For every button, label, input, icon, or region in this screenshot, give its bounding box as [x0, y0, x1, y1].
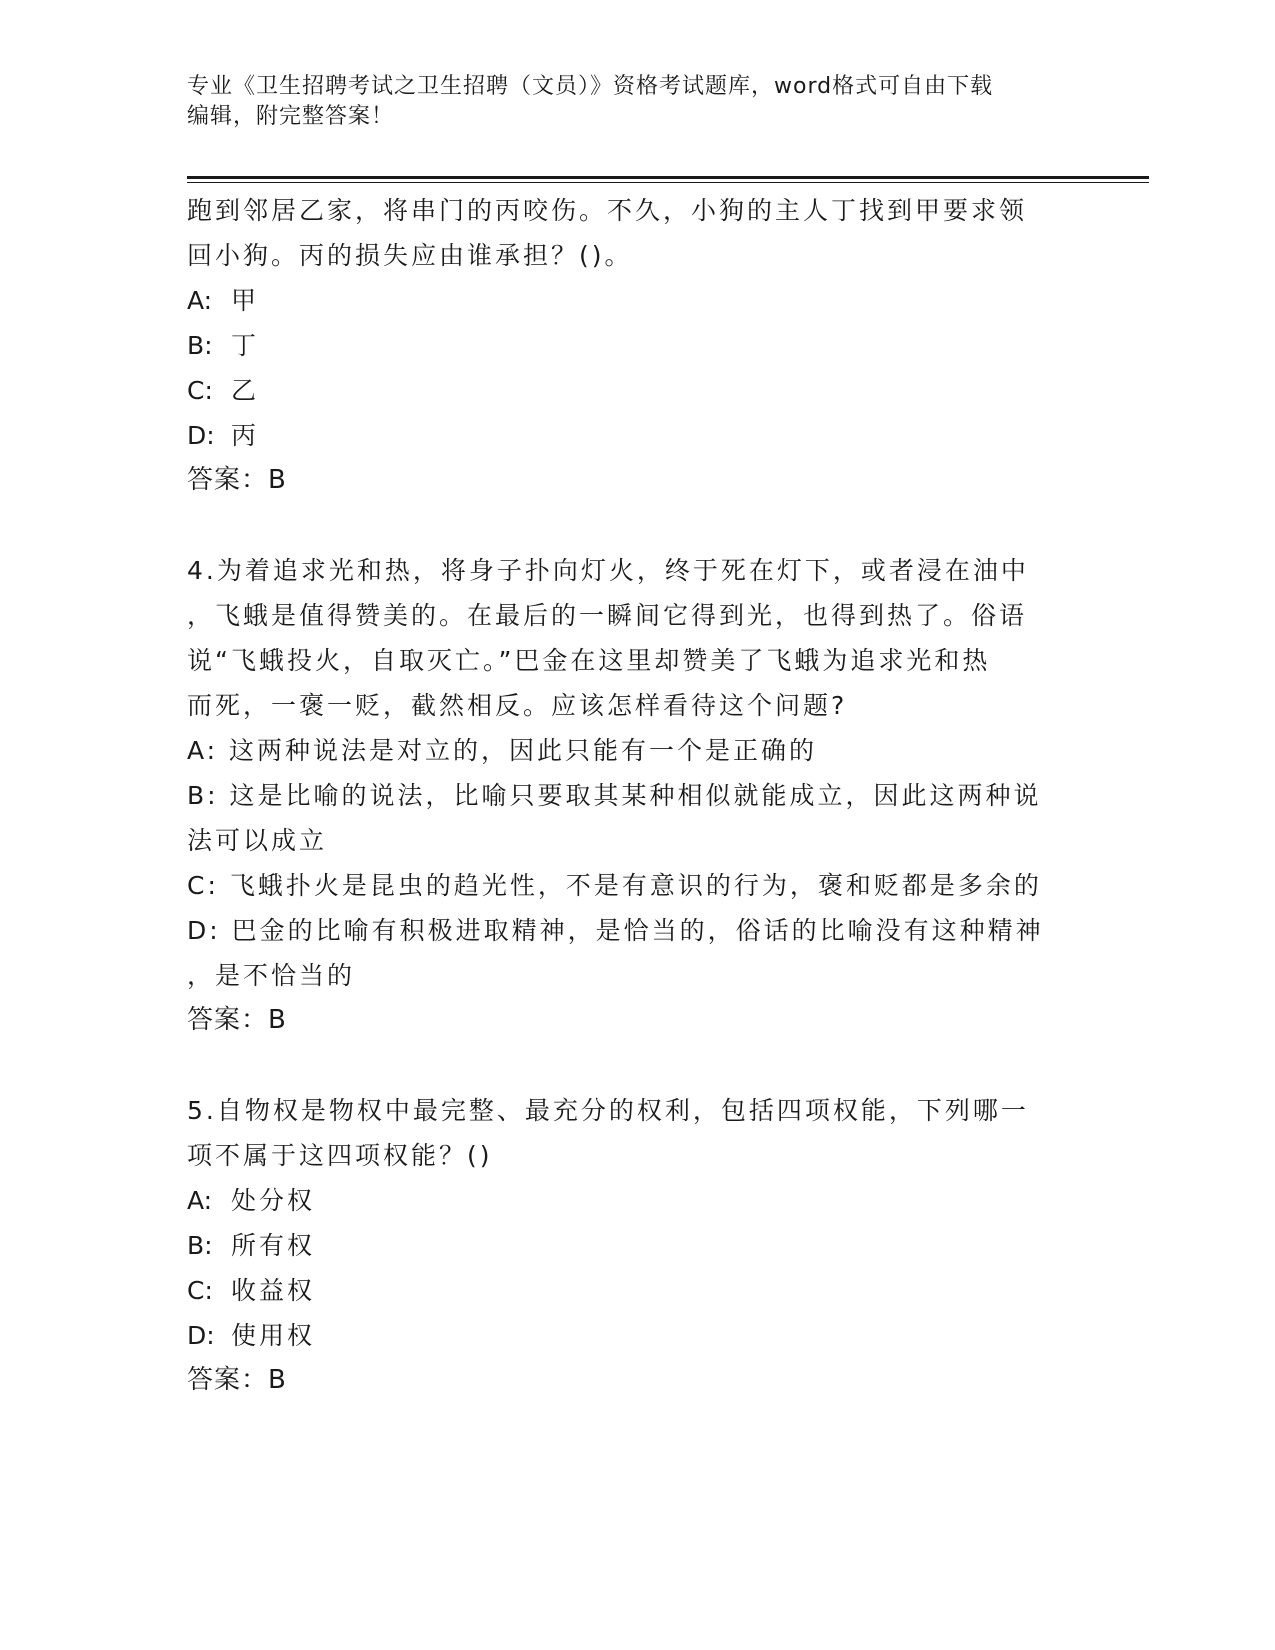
option-text: 处分权	[231, 1186, 316, 1215]
option-line: 法可以成立	[187, 826, 328, 855]
question-list	[187, 188, 1067, 1403]
option-text: 乙	[231, 376, 260, 405]
option-line: A: 这两种说法是对立的，因此只能有一个是正确的	[187, 736, 818, 765]
option-d	[187, 413, 1067, 458]
answer-line: 答案：B	[187, 1365, 287, 1395]
question-stem-line: 跑到邻居乙家，将串门的丙咬伤。不久，小狗的主人丁找到甲要求领	[187, 196, 1028, 225]
option-text: 使用权	[231, 1321, 316, 1350]
option-text: 丙	[231, 421, 260, 450]
question-stem-line: ，飞蛾是值得赞美的。在最后的一瞬间它得到光，也得到热了。俗语	[187, 601, 1028, 630]
question-stem-line: 而死，一褒一贬，截然相反。应该怎样看待这个问题?	[187, 691, 848, 720]
option-key: A:	[187, 1186, 213, 1215]
option-c	[187, 368, 1067, 413]
question-stem-line: 说“飞蛾投火，自取灭亡。”巴金在这里却赞美了飞蛾为追求光和热	[187, 646, 991, 675]
option-key: C:	[187, 1276, 213, 1305]
option-key: C:	[187, 376, 213, 405]
option-text: 收益权	[231, 1276, 316, 1305]
question-stem-line: 5.自物权是物权中最完整、最充分的权利，包括四项权能，下列哪一	[187, 1096, 1029, 1125]
question-stem-line: 项不属于这四项权能？()	[187, 1141, 493, 1170]
question-spacer	[187, 1043, 1067, 1088]
option-text: 丁	[231, 331, 260, 360]
option-a	[187, 1178, 1067, 1223]
answer-line: 答案：B	[187, 465, 287, 495]
question-4	[187, 548, 1067, 1043]
option-b	[187, 323, 1067, 368]
option-key: D:	[187, 421, 215, 450]
option-key: D:	[187, 1321, 215, 1350]
option-c	[187, 1268, 1067, 1313]
question-5	[187, 1088, 1067, 1403]
answer-line: 答案：B	[187, 1005, 287, 1035]
question-stem-line: 回小狗。丙的损失应由谁承担？()。	[187, 241, 633, 270]
header-divider-thin	[187, 182, 1149, 183]
option-line: D: 巴金的比喻有积极进取精神，是恰当的，俗话的比喻没有这种精神	[187, 916, 1044, 945]
question-3	[187, 188, 1067, 503]
header-line-2: 编辑，附完整答案！	[187, 104, 395, 129]
option-key: B:	[187, 1231, 213, 1260]
option-text: 所有权	[231, 1231, 316, 1260]
option-line: ，是不恰当的	[187, 961, 356, 990]
option-line: B: 这是比喻的说法，比喻只要取其某种相似就能成立，因此这两种说	[187, 781, 1042, 810]
option-line: C: 飞蛾扑火是昆虫的趋光性，不是有意识的行为，褒和贬都是多余的	[187, 871, 1042, 900]
option-key: B:	[187, 331, 213, 360]
header-line-1: 专业《卫生招聘考试之卫生招聘（文员）》资格考试题库，word格式可自由下载	[187, 74, 994, 99]
option-key: A:	[187, 286, 213, 315]
question-stem-line: 4.为着追求光和热，将身子扑向灯火，终于死在灯下，或者浸在油中	[187, 556, 1029, 585]
option-text: 甲	[231, 286, 260, 315]
option-a	[187, 278, 1067, 323]
document-header	[187, 72, 1067, 132]
question-spacer	[187, 503, 1067, 548]
option-b	[187, 1223, 1067, 1268]
option-d	[187, 1313, 1067, 1358]
header-divider-thick	[187, 176, 1149, 179]
